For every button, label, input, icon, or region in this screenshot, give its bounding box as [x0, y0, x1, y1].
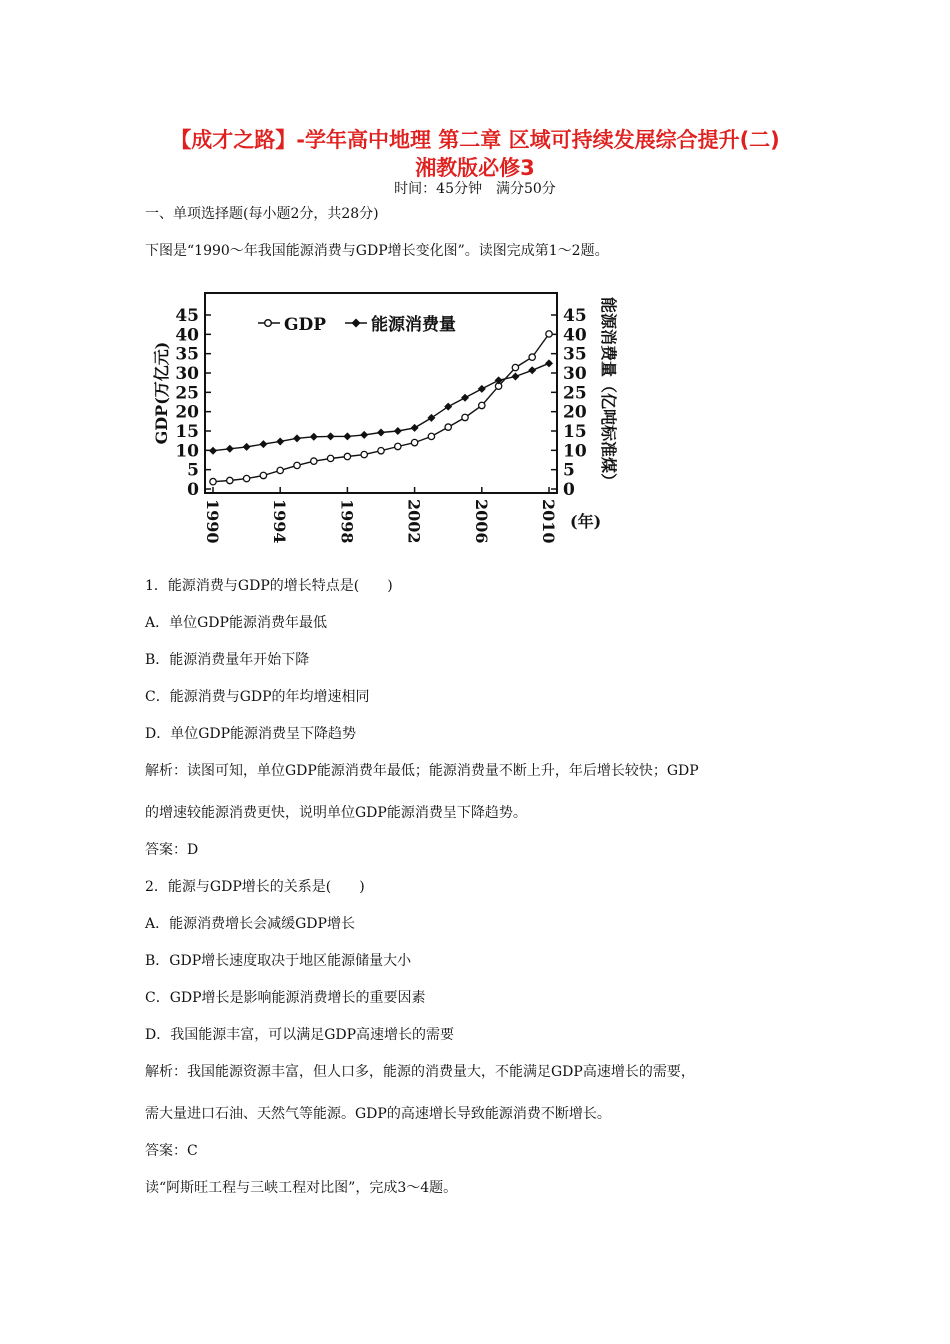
energy-point: [310, 433, 318, 441]
energy-point: [478, 385, 486, 393]
right-y-tick-label: 10: [563, 441, 587, 462]
intro-text-2: 读“阿斯旺工程与三峡工程对比图”，完成3～4题。: [145, 1180, 458, 1196]
energy-point: [226, 445, 234, 453]
x-tick-label: 2002: [404, 499, 424, 544]
left-y-tick-label: 20: [175, 402, 199, 423]
energy-point: [293, 434, 301, 442]
energy-point: [276, 437, 284, 445]
energy-point: [243, 443, 251, 451]
gdp-point: [260, 472, 266, 478]
left-y-tick-label: 0: [187, 480, 199, 500]
right-y-tick-label: 0: [563, 480, 575, 500]
chart-legend: [258, 314, 456, 335]
q2-analysis-line1: 解析：我国能源资源丰富，但人口多，能源的消费量大，不能满足GDP高速增长的需要，: [145, 1064, 695, 1080]
energy-point: [545, 359, 553, 367]
legend-energy-label: 能源消费量: [371, 315, 456, 335]
q2-analysis-line2: 需大量进口石油、天然气等能源。GDP的高速增长导致能源消费不断增长。: [145, 1106, 611, 1122]
q1-option-d: D．单位GDP能源消费呈下降趋势: [145, 726, 357, 742]
gdp-series-line: [213, 334, 549, 482]
gdp-point: [344, 453, 350, 459]
gdp-point: [311, 458, 317, 464]
q1-stem: 1．能源消费与GDP的增长特点是( ): [145, 578, 393, 594]
gdp-point: [546, 331, 552, 337]
left-y-tick-label: 5: [187, 460, 199, 481]
q1-analysis-line2: 的增速较能源消费更快，说明单位GDP能源消费呈下降趋势。: [145, 805, 527, 821]
gdp-point: [378, 448, 384, 454]
energy-point: [327, 432, 335, 440]
left-y-tick-label: 10: [175, 441, 199, 462]
gdp-point: [395, 443, 401, 449]
gdp-point: [210, 478, 216, 484]
q2-stem: 2．能源与GDP增长的关系是( ): [145, 879, 365, 895]
gdp-point: [327, 455, 333, 461]
x-tick-label: 1998: [337, 499, 357, 544]
right-y-tick-label: 30: [563, 364, 587, 384]
q1-option-a: A．单位GDP能源消费年最低: [145, 615, 327, 631]
energy-point: [528, 366, 536, 374]
gdp-point: [512, 364, 518, 370]
right-y-tick-label: 15: [563, 422, 587, 442]
right-y-axis-label: 能源消费量（亿吨标准煤）: [599, 296, 618, 490]
energy-point: [444, 403, 452, 411]
energy-point: [377, 429, 385, 437]
left-y-tick-label: 30: [175, 364, 199, 384]
x-axis: [203, 487, 558, 544]
left-y-axis-label: GDP(万亿元): [152, 341, 171, 445]
gdp-point: [243, 475, 249, 481]
left-y-tick-label: 40: [175, 325, 199, 346]
energy-point: [461, 394, 469, 402]
legend-gdp-label: GDP: [284, 315, 327, 335]
q1-analysis-line1: 解析：读图可知，单位GDP能源消费年最低；能源消费量不断上升，年后增长较快；GDP: [145, 763, 699, 779]
left-y-tick-label: 45: [175, 306, 199, 326]
q1-option-b: B．能源消费量年开始下降: [145, 652, 310, 668]
left-y-tick-label: 15: [175, 422, 199, 442]
right-y-tick-label: 25: [563, 383, 587, 404]
gdp-point: [428, 433, 434, 439]
gdp-point: [361, 451, 367, 457]
x-tick-label: 1990: [203, 499, 222, 544]
energy-point: [209, 447, 217, 455]
x-tick-label: 1994: [270, 499, 290, 544]
q2-option-c: C．GDP增长是影响能源消费增长的重要因素: [145, 990, 426, 1006]
q2-option-b: B．GDP增长速度取决于地区能源储量大小: [145, 953, 412, 969]
gdp-point: [479, 402, 485, 408]
legend-gdp-marker: [265, 320, 272, 327]
right-y-tick-label: 45: [563, 306, 587, 326]
q1-answer: 答案：D: [145, 842, 199, 858]
left-y-tick-label: 35: [175, 344, 199, 365]
right-y-tick-label: 20: [563, 402, 587, 423]
left-y-tick-label: 25: [175, 383, 199, 404]
energy-point: [394, 427, 402, 435]
q2-option-a: A．能源消费增长会减缓GDP增长: [145, 916, 355, 932]
x-tick-label: 2010: [539, 499, 558, 544]
x-axis-unit: (年): [570, 512, 602, 531]
gdp-point: [411, 439, 417, 445]
x-tick-label: 2006: [471, 499, 491, 544]
energy-point: [360, 431, 368, 439]
energy-point: [511, 372, 519, 380]
q1-option-c: C．能源消费与GDP的年均增速相同: [145, 689, 370, 705]
legend-energy-marker: [352, 319, 361, 328]
energy-gdp-chart: [145, 275, 625, 545]
exam-meta: 时间：45分钟 满分50分: [394, 181, 556, 197]
q2-answer: 答案：C: [145, 1143, 198, 1159]
right-y-tick-label: 40: [563, 325, 587, 346]
right-y-tick-label: 35: [563, 344, 587, 365]
gdp-point: [462, 414, 468, 420]
gdp-point: [529, 354, 535, 360]
doc-title-line2: 湘教版必修3: [415, 156, 535, 180]
doc-title-line1: 【成才之路】-学年高中地理 第二章 区域可持续发展综合提升(二): [170, 128, 780, 152]
gdp-point: [294, 462, 300, 468]
energy-point: [343, 432, 351, 440]
energy-point: [259, 440, 267, 448]
section-heading: 一、单项选择题(每小题2分，共28分): [145, 206, 379, 222]
q2-option-d: D．我国能源丰富，可以满足GDP高速增长的需要: [145, 1027, 455, 1043]
gdp-point: [277, 467, 283, 473]
gdp-point: [227, 477, 233, 483]
energy-point: [411, 424, 419, 432]
right-y-tick-label: 5: [563, 460, 575, 481]
intro-text-1: 下图是“1990～年我国能源消费与GDP增长变化图”。读图完成第1～2题。: [145, 243, 609, 259]
gdp-point: [445, 424, 451, 430]
energy-point: [427, 414, 435, 422]
